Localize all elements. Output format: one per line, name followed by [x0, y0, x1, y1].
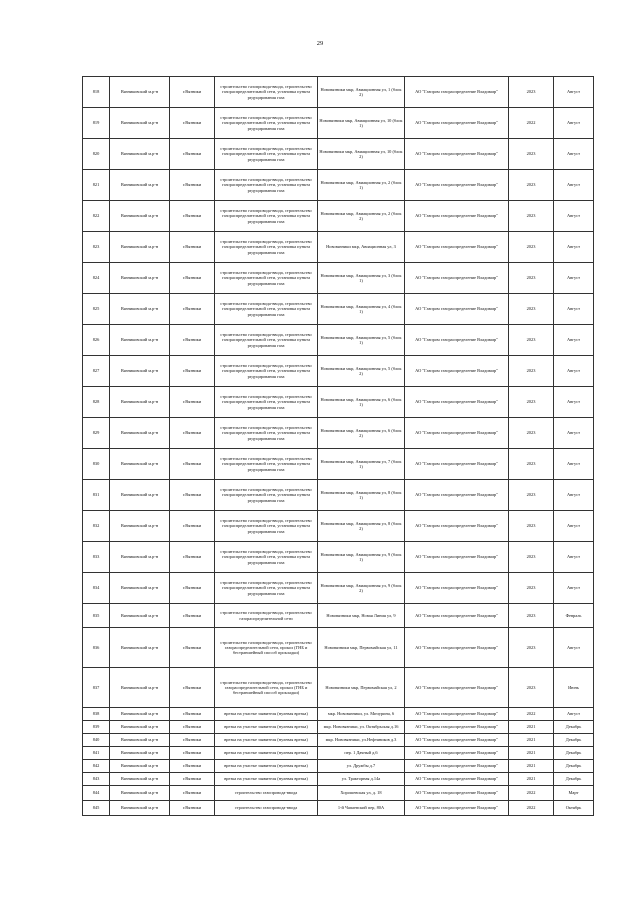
organization-cell: АО "Газпром газораспределение Владимир": [405, 325, 509, 356]
organization-cell: АО "Газпром газораспределение Владимир": [405, 77, 509, 108]
locality-cell: г.Вязники: [170, 721, 215, 734]
address-cell: мкр. Нововязники, ул.Нефтяников д.3: [318, 734, 405, 747]
locality-cell: г.Вязники: [170, 480, 215, 511]
year-cell: 2022: [509, 786, 554, 801]
row-number: 827: [83, 356, 110, 387]
district-cell: Вязниковский м.р-н: [110, 708, 170, 721]
locality-cell: г.Вязники: [170, 542, 215, 573]
table-body: [83, 77, 594, 816]
address-cell: Нововязники мкр, Авиационная ул, 5 (блок 1): [318, 325, 405, 356]
organization-cell: АО "Газпром газораспределение Владимир": [405, 747, 509, 760]
district-cell: Вязниковский м.р-н: [110, 801, 170, 816]
work-description-cell: врезка на участке заявителя (нулевая врезка): [215, 760, 318, 773]
work-description-cell: врезка на участке заявителя (нулевая врезка): [215, 734, 318, 747]
row-number: 818: [83, 77, 110, 108]
row-number: 843: [83, 773, 110, 786]
district-cell: Вязниковский м.р-н: [110, 201, 170, 232]
row-number: 834: [83, 573, 110, 604]
district-cell: Вязниковский м.р-н: [110, 480, 170, 511]
month-cell: Август: [554, 201, 594, 232]
organization-cell: АО "Газпром газораспределение Владимир": [405, 232, 509, 263]
year-cell: 2023: [509, 77, 554, 108]
locality-cell: г.Вязники: [170, 604, 215, 628]
address-cell: Нововязники мкр, Авиационная ул, 10 (блок 1): [318, 108, 405, 139]
district-cell: Вязниковский м.р-н: [110, 77, 170, 108]
address-cell: Нововязники мкр, Первомайская ул, 2: [318, 668, 405, 708]
work-description-cell: строительство газопровода-ввода, строительство газораспределительной сети, установка пункта редуцирования газа: [215, 232, 318, 263]
locality-cell: г.Вязники: [170, 573, 215, 604]
work-description-cell: строительство газопровода-ввода, строительство газораспределительной сети: [215, 604, 318, 628]
row-number: 822: [83, 201, 110, 232]
month-cell: Август: [554, 139, 594, 170]
work-description-cell: строительство газопровода-ввода, строительство газораспределительной сети, установка пункта редуцирования газа: [215, 201, 318, 232]
district-cell: Вязниковский м.р-н: [110, 139, 170, 170]
row-number: 819: [83, 108, 110, 139]
district-cell: Вязниковский м.р-н: [110, 108, 170, 139]
locality-cell: г.Вязники: [170, 77, 215, 108]
table-row: [83, 356, 594, 387]
row-number: 825: [83, 294, 110, 325]
work-description-cell: строительство газопровода-ввода, строительство газораспределительной сети, установка пункта редуцирования газа: [215, 77, 318, 108]
month-cell: Август: [554, 542, 594, 573]
district-cell: Вязниковский м.р-н: [110, 232, 170, 263]
locality-cell: г.Вязники: [170, 708, 215, 721]
month-cell: Август: [554, 294, 594, 325]
address-cell: Нововязники мкр, Авиационная ул, 5 (блок 2): [318, 356, 405, 387]
month-cell: Август: [554, 170, 594, 201]
year-cell: 2023: [509, 542, 554, 573]
row-number: 832: [83, 511, 110, 542]
address-cell: мкр. Нововязники, ул. Мичурина, 6: [318, 708, 405, 721]
table-row: [83, 449, 594, 480]
district-cell: Вязниковский м.р-н: [110, 263, 170, 294]
table-row: [83, 786, 594, 801]
district-cell: Вязниковский м.р-н: [110, 325, 170, 356]
month-cell: Декабрь: [554, 773, 594, 786]
address-cell: ул. Дружбы д.7: [318, 760, 405, 773]
locality-cell: г.Вязники: [170, 418, 215, 449]
year-cell: 2021: [509, 734, 554, 747]
district-cell: Вязниковский м.р-н: [110, 747, 170, 760]
address-cell: мкр. Нововязники, ул. Октябрьская д.16: [318, 721, 405, 734]
month-cell: Декабрь: [554, 734, 594, 747]
organization-cell: АО "Газпром газораспределение Владимир": [405, 628, 509, 668]
row-number: 837: [83, 668, 110, 708]
month-cell: Август: [554, 449, 594, 480]
row-number: 831: [83, 480, 110, 511]
address-cell: Нововязники мкр, Авиационная ул, 10 (блок 2): [318, 139, 405, 170]
row-number: 830: [83, 449, 110, 480]
address-cell: Нововязники мкр, Авиационная ул, 4 (блок 1): [318, 294, 405, 325]
locality-cell: г.Вязники: [170, 325, 215, 356]
address-cell: Нововязники мкр, Новая Линия ул, 9: [318, 604, 405, 628]
row-number: 836: [83, 628, 110, 668]
district-cell: Вязниковский м.р-н: [110, 773, 170, 786]
address-cell: пер. 1 Дачный д.6: [318, 747, 405, 760]
address-cell: Хорошевская ул, д. 18: [318, 786, 405, 801]
table-row: [83, 801, 594, 816]
month-cell: Август: [554, 511, 594, 542]
table-row: [83, 511, 594, 542]
district-cell: Вязниковский м.р-н: [110, 573, 170, 604]
table-row: [83, 418, 594, 449]
work-description-cell: строительство газопровода-ввода, строительство газораспределительной сети, установка пункта редуцирования газа: [215, 356, 318, 387]
month-cell: Август: [554, 356, 594, 387]
month-cell: Март: [554, 786, 594, 801]
row-number: 824: [83, 263, 110, 294]
district-cell: Вязниковский м.р-н: [110, 418, 170, 449]
organization-cell: АО "Газпром газораспределение Владимир": [405, 604, 509, 628]
locality-cell: г.Вязники: [170, 734, 215, 747]
organization-cell: АО "Газпром газораспределение Владимир": [405, 721, 509, 734]
table-row: [83, 773, 594, 786]
month-cell: Декабрь: [554, 721, 594, 734]
address-cell: Нововязники мкр, Авиационная ул, 3 (блок 1): [318, 263, 405, 294]
locality-cell: г.Вязники: [170, 747, 215, 760]
table-row: [83, 325, 594, 356]
year-cell: 2023: [509, 139, 554, 170]
locality-cell: г.Вязники: [170, 232, 215, 263]
table-row: [83, 387, 594, 418]
organization-cell: АО "Газпром газораспределение Владимир": [405, 786, 509, 801]
address-cell: Нововязники мкр, Авиационная ул, 3: [318, 232, 405, 263]
organization-cell: АО "Газпром газораспределение Владимир": [405, 263, 509, 294]
district-cell: Вязниковский м.р-н: [110, 628, 170, 668]
locality-cell: г.Вязники: [170, 170, 215, 201]
work-description-cell: строительство газопровода-ввода, строительство газораспределительной сети, установка пункта редуцирования газа: [215, 480, 318, 511]
locality-cell: г.Вязники: [170, 773, 215, 786]
address-cell: ул. Тракторная д.14а: [318, 773, 405, 786]
district-cell: Вязниковский м.р-н: [110, 170, 170, 201]
address-cell: Нововязники мкр, Авиационная ул, 2 (блок 1): [318, 170, 405, 201]
table-row: [83, 139, 594, 170]
gasification-schedule-table: [82, 76, 594, 816]
year-cell: 2021: [509, 747, 554, 760]
work-description-cell: строительство газопровода-ввода, строительство газораспределительной сети, прокол (ГНБ и бестраншейный способ прокладки): [215, 668, 318, 708]
organization-cell: АО "Газпром газораспределение Владимир": [405, 734, 509, 747]
year-cell: 2023: [509, 604, 554, 628]
table-row: [83, 263, 594, 294]
year-cell: 2023: [509, 232, 554, 263]
work-description-cell: строительство газопровода-ввода, строительство газораспределительной сети, установка пункта редуцирования газа: [215, 511, 318, 542]
organization-cell: АО "Газпром газораспределение Владимир": [405, 542, 509, 573]
table-row: [83, 294, 594, 325]
locality-cell: г.Вязники: [170, 294, 215, 325]
address-cell: Нововязники мкр, Авиационная ул, 2 (блок 2): [318, 201, 405, 232]
address-cell: 1-й Чапаевский пер, 80А: [318, 801, 405, 816]
organization-cell: АО "Газпром газораспределение Владимир": [405, 201, 509, 232]
work-description-cell: строительство газопровода-ввода, строительство газораспределительной сети, установка пункта редуцирования газа: [215, 139, 318, 170]
organization-cell: АО "Газпром газораспределение Владимир": [405, 418, 509, 449]
year-cell: 2023: [509, 294, 554, 325]
locality-cell: г.Вязники: [170, 108, 215, 139]
year-cell: 2022: [509, 108, 554, 139]
month-cell: Октябрь: [554, 801, 594, 816]
address-cell: Нововязники мкр, Авиационная ул, 6 (блок 1): [318, 387, 405, 418]
organization-cell: АО "Газпром газораспределение Владимир": [405, 480, 509, 511]
row-number: 841: [83, 747, 110, 760]
locality-cell: г.Вязники: [170, 201, 215, 232]
organization-cell: АО "Газпром газораспределение Владимир": [405, 511, 509, 542]
organization-cell: АО "Газпром газораспределение Владимир": [405, 773, 509, 786]
table-row: [83, 708, 594, 721]
organization-cell: АО "Газпром газораспределение Владимир": [405, 760, 509, 773]
table-row: [83, 170, 594, 201]
address-cell: Нововязники мкр, Авиационная ул, 7 (блок 1): [318, 449, 405, 480]
locality-cell: г.Вязники: [170, 786, 215, 801]
work-description-cell: строительство газопровода-ввода, строительство газораспределительной сети, установка пункта редуцирования газа: [215, 542, 318, 573]
district-cell: Вязниковский м.р-н: [110, 387, 170, 418]
address-cell: Нововязники мкр, Авиационная ул, 9 (блок 1): [318, 542, 405, 573]
locality-cell: г.Вязники: [170, 628, 215, 668]
locality-cell: г.Вязники: [170, 263, 215, 294]
work-description-cell: строительство газопровода-ввода, строительство газораспределительной сети, установка пункта редуцирования газа: [215, 294, 318, 325]
table-row: [83, 760, 594, 773]
year-cell: 2023: [509, 449, 554, 480]
month-cell: Август: [554, 263, 594, 294]
table-row: [83, 604, 594, 628]
organization-cell: АО "Газпром газораспределение Владимир": [405, 573, 509, 604]
month-cell: Август: [554, 108, 594, 139]
month-cell: Август: [554, 418, 594, 449]
row-number: 835: [83, 604, 110, 628]
work-description-cell: строительство газопровода-ввода, строительство газораспределительной сети, установка пункта редуцирования газа: [215, 418, 318, 449]
row-number: 826: [83, 325, 110, 356]
work-description-cell: врезка на участке заявителя (нулевая врезка): [215, 747, 318, 760]
table-row: [83, 573, 594, 604]
year-cell: 2021: [509, 773, 554, 786]
work-description-cell: строительство газопровода-ввода, строительство газораспределительной сети, установка пункта редуцирования газа: [215, 263, 318, 294]
table-row: [83, 108, 594, 139]
address-cell: Нововязники мкр, Авиационная ул, 8 (блок 2): [318, 511, 405, 542]
month-cell: Август: [554, 232, 594, 263]
year-cell: 2022: [509, 801, 554, 816]
district-cell: Вязниковский м.р-н: [110, 668, 170, 708]
table-row: [83, 232, 594, 263]
month-cell: Август: [554, 480, 594, 511]
locality-cell: г.Вязники: [170, 139, 215, 170]
locality-cell: г.Вязники: [170, 356, 215, 387]
year-cell: 2023: [509, 573, 554, 604]
year-cell: 2023: [509, 628, 554, 668]
table-row: [83, 480, 594, 511]
work-description-cell: строительство газопровода-ввода, строительство газораспределительной сети, установка пункта редуцирования газа: [215, 325, 318, 356]
month-cell: Август: [554, 708, 594, 721]
organization-cell: АО "Газпром газораспределение Владимир": [405, 387, 509, 418]
district-cell: Вязниковский м.р-н: [110, 721, 170, 734]
table-row: [83, 628, 594, 668]
year-cell: 2023: [509, 480, 554, 511]
year-cell: 2023: [509, 511, 554, 542]
month-cell: Декабрь: [554, 747, 594, 760]
address-cell: Нововязники мкр, Авиационная ул, 1 (блок 2): [318, 77, 405, 108]
organization-cell: АО "Газпром газораспределение Владимир": [405, 449, 509, 480]
row-number: 839: [83, 721, 110, 734]
table-row: [83, 721, 594, 734]
row-number: 844: [83, 786, 110, 801]
locality-cell: г.Вязники: [170, 801, 215, 816]
year-cell: 2023: [509, 263, 554, 294]
month-cell: Февраль: [554, 604, 594, 628]
district-cell: Вязниковский м.р-н: [110, 511, 170, 542]
row-number: 823: [83, 232, 110, 263]
month-cell: Август: [554, 325, 594, 356]
work-description-cell: строительство газопровода-ввода, строительство газораспределительной сети, установка пункта редуцирования газа: [215, 387, 318, 418]
table-row: [83, 668, 594, 708]
row-number: 829: [83, 418, 110, 449]
locality-cell: г.Вязники: [170, 760, 215, 773]
row-number: 842: [83, 760, 110, 773]
locality-cell: г.Вязники: [170, 668, 215, 708]
address-cell: Нововязники мкр, Авиационная ул, 9 (блок 2): [318, 573, 405, 604]
table-row: [83, 77, 594, 108]
year-cell: 2023: [509, 356, 554, 387]
organization-cell: АО "Газпром газораспределение Владимир": [405, 108, 509, 139]
year-cell: 2023: [509, 170, 554, 201]
organization-cell: АО "Газпром газораспределение Владимир": [405, 708, 509, 721]
row-number: 833: [83, 542, 110, 573]
month-cell: Август: [554, 628, 594, 668]
locality-cell: г.Вязники: [170, 511, 215, 542]
month-cell: Август: [554, 387, 594, 418]
month-cell: Август: [554, 77, 594, 108]
row-number: 821: [83, 170, 110, 201]
work-description-cell: строительство газопровода-ввода: [215, 786, 318, 801]
district-cell: Вязниковский м.р-н: [110, 760, 170, 773]
organization-cell: АО "Газпром газораспределение Владимир": [405, 294, 509, 325]
district-cell: Вязниковский м.р-н: [110, 734, 170, 747]
month-cell: Июнь: [554, 668, 594, 708]
work-description-cell: врезка на участке заявителя (нулевая врезка): [215, 773, 318, 786]
year-cell: 2023: [509, 668, 554, 708]
locality-cell: г.Вязники: [170, 449, 215, 480]
work-description-cell: строительство газопровода-ввода, строительство газораспределительной сети, установка пункта редуцирования газа: [215, 170, 318, 201]
row-number: 828: [83, 387, 110, 418]
district-cell: Вязниковский м.р-н: [110, 294, 170, 325]
district-cell: Вязниковский м.р-н: [110, 356, 170, 387]
district-cell: Вязниковский м.р-н: [110, 604, 170, 628]
month-cell: Август: [554, 573, 594, 604]
district-cell: Вязниковский м.р-н: [110, 786, 170, 801]
work-description-cell: врезка на участке заявителя (нулевая врезка): [215, 721, 318, 734]
year-cell: 2023: [509, 387, 554, 418]
page-number: 29: [316, 40, 324, 47]
table-row: [83, 747, 594, 760]
row-number: 840: [83, 734, 110, 747]
work-description-cell: врезка на участке заявителя (нулевая врезка): [215, 708, 318, 721]
year-cell: 2021: [509, 760, 554, 773]
organization-cell: АО "Газпром газораспределение Владимир": [405, 356, 509, 387]
row-number: 820: [83, 139, 110, 170]
organization-cell: АО "Газпром газораспределение Владимир": [405, 139, 509, 170]
year-cell: 2022: [509, 708, 554, 721]
organization-cell: АО "Газпром газораспределение Владимир": [405, 801, 509, 816]
year-cell: 2021: [509, 721, 554, 734]
row-number: 838: [83, 708, 110, 721]
row-number: 845: [83, 801, 110, 816]
work-description-cell: строительство газопровода-ввода, строительство газораспределительной сети, установка пункта редуцирования газа: [215, 108, 318, 139]
address-cell: Нововязники мкр, Авиационная ул, 6 (блок 2): [318, 418, 405, 449]
work-description-cell: строительство газопровода-ввода: [215, 801, 318, 816]
year-cell: 2023: [509, 325, 554, 356]
work-description-cell: строительство газопровода-ввода, строительство газораспределительной сети, установка пункта редуцирования газа: [215, 573, 318, 604]
organization-cell: АО "Газпром газораспределение Владимир": [405, 668, 509, 708]
table-row: [83, 201, 594, 232]
address-cell: Нововязники мкр, Первомайская ул, 11: [318, 628, 405, 668]
month-cell: Декабрь: [554, 760, 594, 773]
organization-cell: АО "Газпром газораспределение Владимир": [405, 170, 509, 201]
table-row: [83, 542, 594, 573]
address-cell: Нововязники мкр, Авиационная ул, 8 (блок 1): [318, 480, 405, 511]
year-cell: 2023: [509, 201, 554, 232]
work-description-cell: строительство газопровода-ввода, строительство газораспределительной сети, установка пункта редуцирования газа: [215, 449, 318, 480]
district-cell: Вязниковский м.р-н: [110, 449, 170, 480]
year-cell: 2023: [509, 418, 554, 449]
locality-cell: г.Вязники: [170, 387, 215, 418]
work-description-cell: строительство газопровода-ввода, строительство газораспределительной сети, прокол (ГНБ и бестраншейный способ прокладки): [215, 628, 318, 668]
table-row: [83, 734, 594, 747]
district-cell: Вязниковский м.р-н: [110, 542, 170, 573]
